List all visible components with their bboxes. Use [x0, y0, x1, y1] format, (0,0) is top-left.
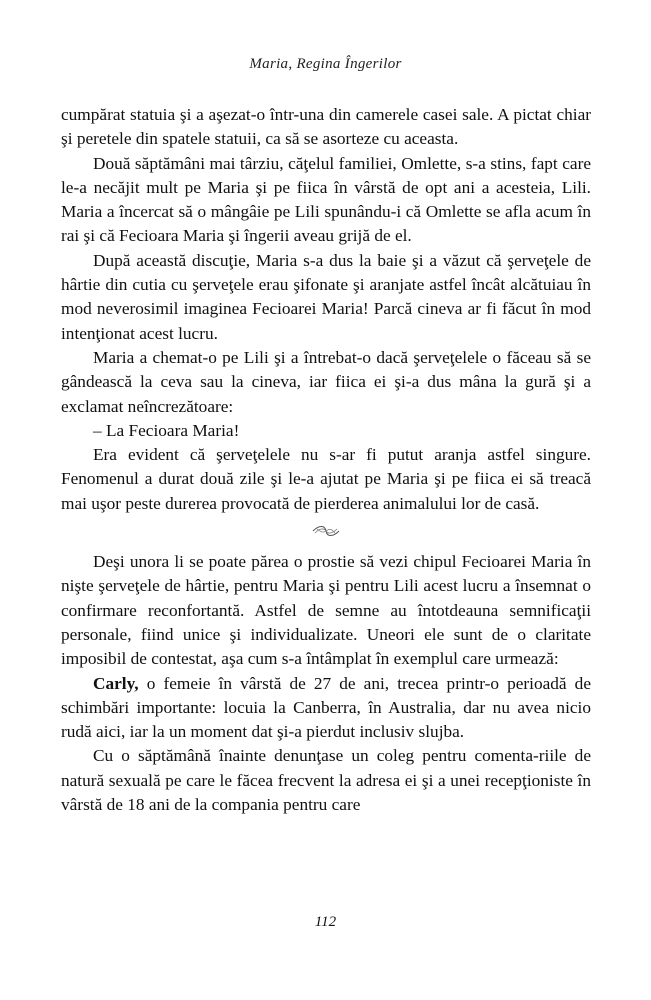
paragraph-8: [61, 672, 591, 745]
paragraph-2: Două săptămâni mai târziu, căţelul familiei, Omlette, s-a stins, fapt care le-a necăjit mult pe Maria şi pe fiica în vârstă de opt ani a acesteia, Lili. Maria a încercat să o mângâie pe Lili spunându-i că Omlette se afla acum în rai şi că Fecioara Maria şi îngerii aveau grijă de el.: [61, 153, 591, 246]
paragraph-1: cumpărat statuia şi a aşezat-o într-una din camerele casei sale. A pictat chiar şi peretele din spatele statuii, ca să se asorteze cu aceasta.: [61, 105, 591, 149]
paragraph-6: Era evident că şerveţelele nu s-ar fi putut aranja astfel singure. Fenomenul a durat două zile şi le-a ajutat pe Maria şi pe fiica ei să treacă mai uşor peste durerea provocată de pierderea animalului lor de casă.: [61, 445, 591, 513]
section-divider: [61, 518, 591, 542]
flourish-ornament-icon: [311, 524, 341, 538]
paragraph-dialogue: – La Fecioara Maria!: [93, 420, 240, 440]
body-text: [61, 103, 591, 817]
person-name-carly: Carly,: [93, 673, 139, 693]
paragraph-7: Deşi unora li se poate părea o prostie să vezi chipul Fecioarei Maria în nişte şerveţele de hârtie, pentru Maria şi pentru Lili acest lucru a însemnat o confirmare reconfortantă. Astfel de semne au întotdeauna semnificaţii personale, fiind unice şi individualizate. Uneori ele sunt de o claritate imposibil de contestat, aşa cum s-a întâmplat în exemplul care urmează:: [61, 552, 591, 669]
page-number: 112: [314, 914, 337, 930]
paragraph-9: Cu o săptămână înainte denunţase un coleg pentru comenta-riile de natură sexuală pe care le făcea frecvent la adresa ei şi a unei recepţioniste în vârstă de 18 ani de la compania pentru care: [61, 746, 591, 815]
paragraph-4: Maria a chemat-o pe Lili şi a întrebat-o dacă şerveţelele o făceau să se gândească la ceva sau la cineva, iar fiica ei şi-a dus mâna la gură şi a exclamat neîncrezătoare:: [61, 347, 591, 416]
running-header: Maria, Regina Îngerilor: [249, 56, 402, 72]
paragraph-3: După această discuţie, Maria s-a dus la baie şi a văzut că şerveţele de hârtie din cutia cu şerveţele erau şifonate şi aranjate astfel încât alcătuiau în mod neverosimil imaginea Fecioarei Maria! Parcă cineva ar fi făcut în mod intenţionat acest lucru.: [61, 250, 591, 343]
paragraph-8-text: o femeie în vârstă de 27 de ani, trecea printr-o perioadă de schimbări importante: locuia la Canberra, în Australia, dar nu avea nicio rudă aici, iar la un moment dat şi-a pierdut inclusiv slujba.: [61, 673, 591, 742]
